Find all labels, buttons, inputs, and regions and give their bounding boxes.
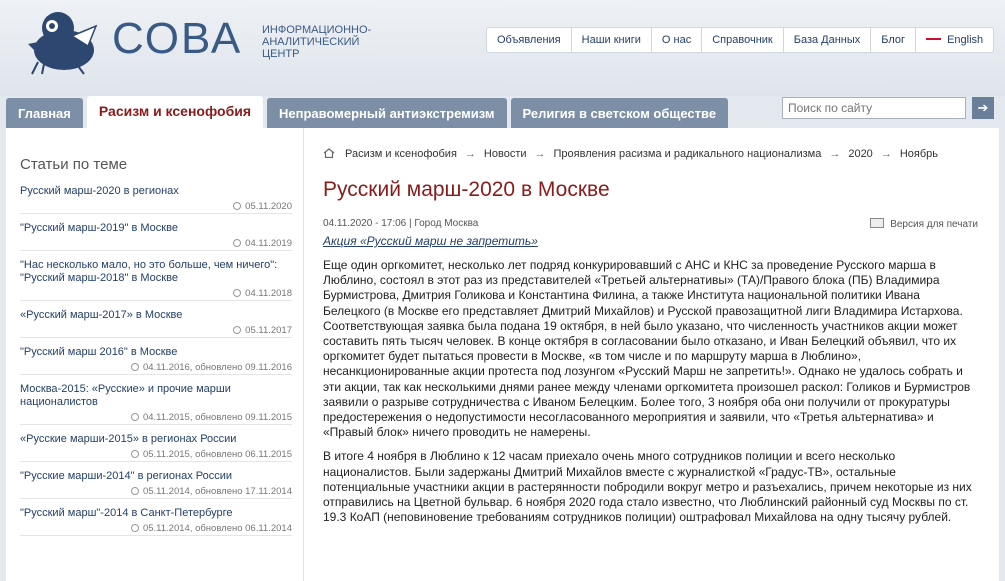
article-date <box>20 523 292 534</box>
date-text: 05.11.2017 <box>245 325 292 336</box>
action-link[interactable]: Акция «Русский марш не запретить» <box>323 234 538 248</box>
breadcrumb-arrow-icon: → <box>464 148 476 160</box>
tab-racism-xenophobia[interactable]: Расизм и ксенофобия <box>87 96 263 129</box>
clock-icon <box>233 202 241 210</box>
topnav-database[interactable]: База Данных <box>784 28 872 52</box>
column-divider <box>303 128 304 581</box>
topnav-reference[interactable]: Справочник <box>702 28 784 52</box>
related-article-link[interactable]: «Русский марш-2017» в Москве <box>20 309 183 321</box>
article-date <box>20 288 292 299</box>
related-article-link[interactable]: «Русские марши-2015» в регионах России <box>20 433 237 445</box>
list-item <box>20 309 292 338</box>
article-date <box>20 325 292 336</box>
breadcrumb-link[interactable]: Проявления расизма и радикального национализма <box>553 148 822 160</box>
clock-icon <box>131 363 139 371</box>
sidebar-title: Статьи по теме <box>20 156 128 173</box>
site-header <box>0 0 1005 96</box>
related-article-link[interactable]: "Нас несколько мало, но это больше, чем ничего": "Русский марш-2018" в Москве <box>20 259 278 284</box>
breadcrumb-arrow-icon: → <box>829 148 841 160</box>
article-date <box>20 201 292 212</box>
date-text: 04.11.2015, обновлено 09.11.2015 <box>142 412 292 423</box>
article-date <box>20 486 292 497</box>
breadcrumb-arrow-icon: → <box>880 148 892 160</box>
logo-subtitle: ИНФОРМАЦИОННО-АНАЛИТИЧЕСКИЙ ЦЕНТР <box>262 24 372 60</box>
article-date <box>20 449 292 460</box>
related-article-link[interactable]: Русский марш-2020 в регионах <box>20 185 179 197</box>
sidebar <box>20 156 292 544</box>
print-label: Версия для печати <box>890 219 978 230</box>
tab-anti-extremism[interactable]: Неправомерный антиэкстремизм <box>267 98 507 129</box>
logo-text[interactable]: СОВА <box>112 14 243 63</box>
tab-main[interactable]: Главная <box>6 98 83 129</box>
page-content <box>6 128 999 581</box>
list-item <box>20 222 292 251</box>
date-text: 05.11.2020 <box>245 201 292 212</box>
page-title: Русский марш-2020 в Москве <box>323 178 610 201</box>
clock-icon <box>233 289 241 297</box>
uk-flag-icon <box>926 34 941 44</box>
article-date <box>20 412 292 423</box>
article-paragraph: Еще один оргкомитет, несколько лет подряд конкурировавший с АНС и КНС за проведение Русского марша в Люблино, состоял в этот раз из представителей «Третьей альтернативы» (ТА)/Правого блока (ПБ) Владимира Бурмистрова, Дмитрия Голикова и Константина Филина, а также Института национальной политики Ивана Белецкого (в Москве его представляет Дмитрий Михайлов) и Русской правозащитной лиги Владимира Истархова. Соответствующая заявка была подана 19 октября, в ней было указано, что численность участников акции может составить пять тысяч человек. В конце октября в согласовании было отказано, и Иван Белецкий объявил, что их оргкомитет будет пытаться провести в Москве, «в том числе и по маршруту марша в Люблино», несанкционированные акции протеста под лозунгом «Русский Марш не запретить!». Однако не удалось собрать и эти акции, так как несколькими днями ранее между членами оргкомитета произошел раскол: Голиков и Бурмистров заявили о разрыве сотрудничества с Иваном Белецким. Более того, 3 ноября оба они получили от прокуратуры предостережения о недопустимости несогласованного мероприятия и заявили, что «Третья альтернатива» и «Правый блок» ничего проводить не намерены. <box>323 258 971 440</box>
list-item <box>20 185 292 214</box>
top-navigation <box>486 27 994 53</box>
search-button[interactable] <box>972 97 994 119</box>
breadcrumb-link[interactable]: Расизм и ксенофобия <box>345 148 457 160</box>
clock-icon <box>131 450 139 458</box>
date-text: 04.11.2018 <box>245 288 292 299</box>
related-article-link[interactable]: "Русский марш 2016" в Москве <box>20 346 178 358</box>
list-item <box>20 346 292 375</box>
home-icon[interactable] <box>323 148 335 158</box>
date-text: 05.11.2015, обновлено 06.11.2015 <box>142 449 292 460</box>
topnav-books[interactable]: Наши книги <box>572 28 652 52</box>
arrow-right-icon: ➔ <box>977 100 989 115</box>
related-article-link[interactable]: "Русский марш-2019" в Москве <box>20 222 178 234</box>
section-tabs <box>6 96 732 129</box>
article-date <box>20 238 292 249</box>
date-text: 04.11.2016, обновлено 09.11.2016 <box>142 362 292 373</box>
related-article-link[interactable]: Москва-2015: «Русские» и прочие марши националистов <box>20 383 231 408</box>
clock-icon <box>233 326 241 334</box>
clock-icon <box>233 239 241 247</box>
topnav-english-label: English <box>947 34 984 46</box>
print-version-link[interactable] <box>870 218 978 230</box>
clock-icon <box>131 413 139 421</box>
owl-logo-icon[interactable] <box>18 6 110 76</box>
article-date <box>20 362 292 373</box>
topnav-blog[interactable]: Блог <box>871 28 916 52</box>
clock-icon <box>131 487 139 495</box>
clock-icon <box>131 524 139 532</box>
breadcrumb-link[interactable]: Новости <box>483 148 527 160</box>
tab-religion[interactable]: Религия в светском обществе <box>511 98 729 129</box>
list-item <box>20 507 292 536</box>
date-text: 04.11.2019 <box>245 238 292 249</box>
related-article-link[interactable]: "Русский марш"-2014 в Санкт-Петербурге <box>20 507 233 519</box>
topnav-english[interactable] <box>916 28 993 52</box>
list-item <box>20 383 292 425</box>
date-text: 05.11.2014, обновлено 06.11.2014 <box>142 523 292 534</box>
article-meta <box>323 218 978 230</box>
article-main <box>323 148 978 525</box>
list-item <box>20 259 292 301</box>
topnav-announcements[interactable]: Объявления <box>487 28 572 52</box>
related-article-link[interactable]: "Русские марши-2014" в регионах России <box>20 470 233 482</box>
breadcrumb-link[interactable]: 2020 <box>848 148 873 160</box>
search-input[interactable] <box>782 97 966 119</box>
date-text: 05.11.2014, обновлено 17.11.2014 <box>142 486 292 497</box>
list-item <box>20 433 292 462</box>
breadcrumb <box>323 148 978 162</box>
article-paragraph: В итоге 4 ноября в Люблино к 12 часам приехало очень много сотрудников полиции и всего несколько националистов. Были задержаны Дмитрий Михайлов вместе с журналисткой «Градус-ТВ», остальные потенциальные участники акции в растерянности побродили вокруг метро и разъехались, причем некоторые из них отправились на Цветной бульвар. 6 ноября 2020 года стало известно, что Люблинский районный суд Москвы по ст. 19.3 КоАП (неповиновение требованиям сотрудников полиции) оштрафовал Михайлова на одну тысячу рублей. <box>323 449 972 525</box>
printer-icon <box>870 218 884 228</box>
breadcrumb-link[interactable]: Ноябрь <box>899 148 938 160</box>
article-date-location: 04.11.2020 - 17:06 | Город Москва <box>323 218 479 229</box>
breadcrumb-arrow-icon: → <box>534 148 546 160</box>
article-body <box>323 258 978 525</box>
topnav-about[interactable]: О нас <box>652 28 702 52</box>
list-item <box>20 470 292 499</box>
